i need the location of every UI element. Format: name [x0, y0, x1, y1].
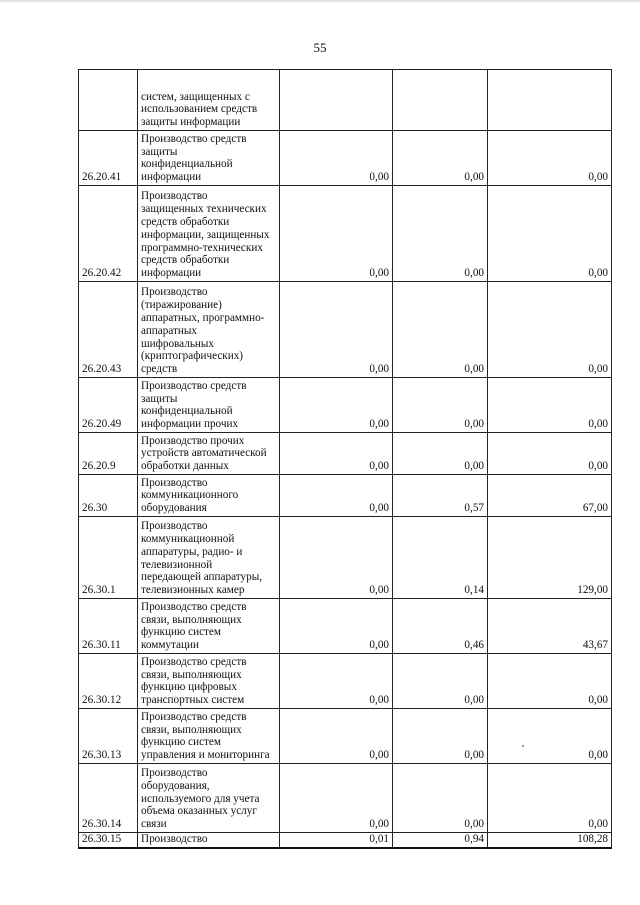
page-number: 55 — [313, 40, 327, 55]
table-row — [79, 833, 612, 848]
value-cell-3: 0,00 — [488, 709, 612, 764]
activity-name-line: Производство — [141, 520, 208, 533]
activity-name-line: конфиденциальной — [141, 158, 233, 171]
activity-name-line: информации прочих — [141, 418, 239, 431]
activity-name-line: (криптографических) — [141, 350, 244, 363]
value-cell-1: 0,00 — [280, 475, 393, 517]
activity-name — [138, 654, 280, 709]
table-row — [79, 131, 612, 186]
okved-code: 26.30 — [79, 475, 138, 517]
activity-name-line: защиты информации — [141, 116, 241, 129]
activity-name-line: связи, выполняющих — [141, 613, 242, 626]
activity-name-line: средств обработки — [141, 216, 230, 229]
activity-name-line: Производство средств — [141, 379, 247, 392]
value-cell-2: 0,14 — [393, 517, 488, 599]
scan-edge — [0, 0, 640, 3]
value-cell-1: 0,00 — [280, 599, 393, 654]
activity-name-line: функцию систем — [141, 736, 221, 749]
value-cell-2: 0,00 — [393, 709, 488, 764]
okved-code: 26.30.1 — [79, 517, 138, 599]
activity-name — [138, 282, 280, 378]
value-cell-3: 0,00 — [488, 764, 612, 833]
activity-name-line: аппаратных, программно- — [141, 312, 265, 325]
value-cell-2: 0,00 — [393, 131, 488, 186]
value-cell-3: 0,00 — [488, 131, 612, 186]
table-row — [79, 70, 612, 131]
activity-name — [138, 131, 280, 186]
value-cell-1: 0,00 — [280, 517, 393, 599]
activity-name-line: Производство средств — [141, 655, 247, 668]
okved-code: 26.30.14 — [79, 764, 138, 833]
activity-name — [138, 475, 280, 517]
activity-name-line: функцию цифровых — [141, 681, 237, 694]
okved-code — [79, 70, 138, 131]
table-row — [79, 709, 612, 764]
activity-name — [138, 517, 280, 599]
activity-name-line: связи — [141, 818, 167, 831]
activity-name-line: Производство — [141, 286, 208, 299]
activity-name-line: шифровальных — [141, 337, 215, 350]
activity-name-line: коммутации — [141, 639, 199, 652]
value-cell-2: 0,57 — [393, 475, 488, 517]
activity-name-line: Производство — [141, 190, 208, 203]
value-cell-3: 43,67 — [488, 599, 612, 654]
activity-name-line: используемого для учета — [141, 792, 260, 805]
activity-name-line: управления и мониторинга — [141, 749, 270, 762]
activity-name-line: информации — [141, 267, 202, 280]
activity-name-line: связи, выполняющих — [141, 723, 242, 736]
activity-name-line: средств — [141, 363, 178, 376]
activity-name-line: коммуникационной — [141, 533, 235, 546]
value-cell-3: 0,00 — [488, 433, 612, 475]
value-cell-3: 0,00 — [488, 378, 612, 433]
value-cell-3: 67,00 — [488, 475, 612, 517]
scan-speck — [522, 745, 524, 747]
activity-name-line: устройств автоматической — [141, 447, 267, 460]
activity-name-line: оборудования — [141, 502, 207, 515]
activity-name-line: защиты — [141, 145, 178, 158]
table-body — [79, 70, 612, 848]
table-row — [79, 433, 612, 475]
activity-name-line: Производство средств — [141, 132, 247, 145]
activity-name-line: Производство средств — [141, 600, 247, 613]
okved-code: 26.30.13 — [79, 709, 138, 764]
activity-name — [138, 378, 280, 433]
table-row — [79, 282, 612, 378]
okved-code: 26.20.9 — [79, 433, 138, 475]
activity-name — [138, 599, 280, 654]
activity-name-line: аппаратуры, радио- и — [141, 545, 243, 558]
activity-name-line: (тиражирование) — [141, 299, 222, 312]
activity-name-line: информации — [141, 171, 202, 184]
activity-name-line: оборудования, — [141, 779, 210, 792]
activity-name-line: Производство — [141, 476, 208, 489]
okved-code: 26.30.11 — [79, 599, 138, 654]
value-cell-2: 0,00 — [393, 433, 488, 475]
value-cell-1 — [280, 70, 393, 131]
okved-code: 26.20.43 — [79, 282, 138, 378]
activity-name-line: информации, защищенных — [141, 228, 270, 241]
activity-name-line: Производство прочих — [141, 434, 245, 447]
okved-code: 26.30.15 — [79, 833, 138, 848]
okved-code: 26.20.41 — [79, 131, 138, 186]
activity-name-line: обработки данных — [141, 460, 229, 473]
table-row — [79, 599, 612, 654]
value-cell-1: 0,00 — [280, 131, 393, 186]
data-table — [78, 69, 612, 849]
activity-name-line: конфиденциальной — [141, 405, 233, 418]
activity-name-line: Производство средств — [141, 710, 247, 723]
value-cell-1: 0,00 — [280, 709, 393, 764]
activity-name — [138, 70, 280, 131]
activity-name-line: телевизионных камер — [141, 584, 245, 597]
value-cell-3 — [488, 70, 612, 131]
value-cell-2: 0,00 — [393, 186, 488, 282]
activity-name — [138, 833, 280, 848]
activity-name — [138, 764, 280, 833]
okved-code: 26.30.12 — [79, 654, 138, 709]
activity-name-line: программно-технических — [141, 241, 263, 254]
activity-name-line: телевизионной — [141, 558, 213, 571]
table-row — [79, 517, 612, 599]
value-cell-1: 0,01 — [280, 833, 393, 848]
activity-name-line: систем, защищенных с — [141, 90, 250, 103]
activity-name-line: коммуникационного — [141, 489, 239, 502]
table-row — [79, 186, 612, 282]
table-row — [79, 654, 612, 709]
table-row — [79, 475, 612, 517]
activity-name-line: защиты — [141, 392, 178, 405]
value-cell-2: 0,00 — [393, 378, 488, 433]
value-cell-2 — [393, 70, 488, 131]
value-cell-3: 0,00 — [488, 186, 612, 282]
activity-name-line: защищенных технических — [141, 203, 267, 216]
table-row — [79, 764, 612, 833]
activity-name-line: Производство — [141, 833, 208, 845]
activity-name-line: функцию систем — [141, 626, 221, 639]
value-cell-2: 0,46 — [393, 599, 488, 654]
value-cell-1: 0,00 — [280, 186, 393, 282]
okved-code: 26.20.42 — [79, 186, 138, 282]
activity-name-line: объема оказанных услуг — [141, 805, 257, 818]
value-cell-3: 0,00 — [488, 654, 612, 709]
activity-name-line: средств обработки — [141, 254, 230, 267]
activity-name-line: связи, выполняющих — [141, 668, 242, 681]
value-cell-3: 108,28 — [488, 833, 612, 848]
value-cell-1: 0,00 — [280, 764, 393, 833]
activity-name-line: транспортных систем — [141, 694, 245, 707]
activity-name-line: аппаратных — [141, 324, 198, 337]
activity-name — [138, 186, 280, 282]
value-cell-2: 0,00 — [393, 654, 488, 709]
value-cell-3: 0,00 — [488, 282, 612, 378]
value-cell-3: 129,00 — [488, 517, 612, 599]
activity-name — [138, 709, 280, 764]
value-cell-2: 0,00 — [393, 282, 488, 378]
value-cell-1: 0,00 — [280, 433, 393, 475]
value-cell-1: 0,00 — [280, 378, 393, 433]
value-cell-1: 0,00 — [280, 654, 393, 709]
okved-code: 26.20.49 — [79, 378, 138, 433]
activity-name-line: передающей аппаратуры, — [141, 571, 263, 584]
activity-name-line: использованием средств — [141, 103, 258, 116]
table-row — [79, 378, 612, 433]
activity-name-line: Производство — [141, 767, 208, 780]
value-cell-2: 0,94 — [393, 833, 488, 848]
value-cell-1: 0,00 — [280, 282, 393, 378]
value-cell-2: 0,00 — [393, 764, 488, 833]
activity-name — [138, 433, 280, 475]
